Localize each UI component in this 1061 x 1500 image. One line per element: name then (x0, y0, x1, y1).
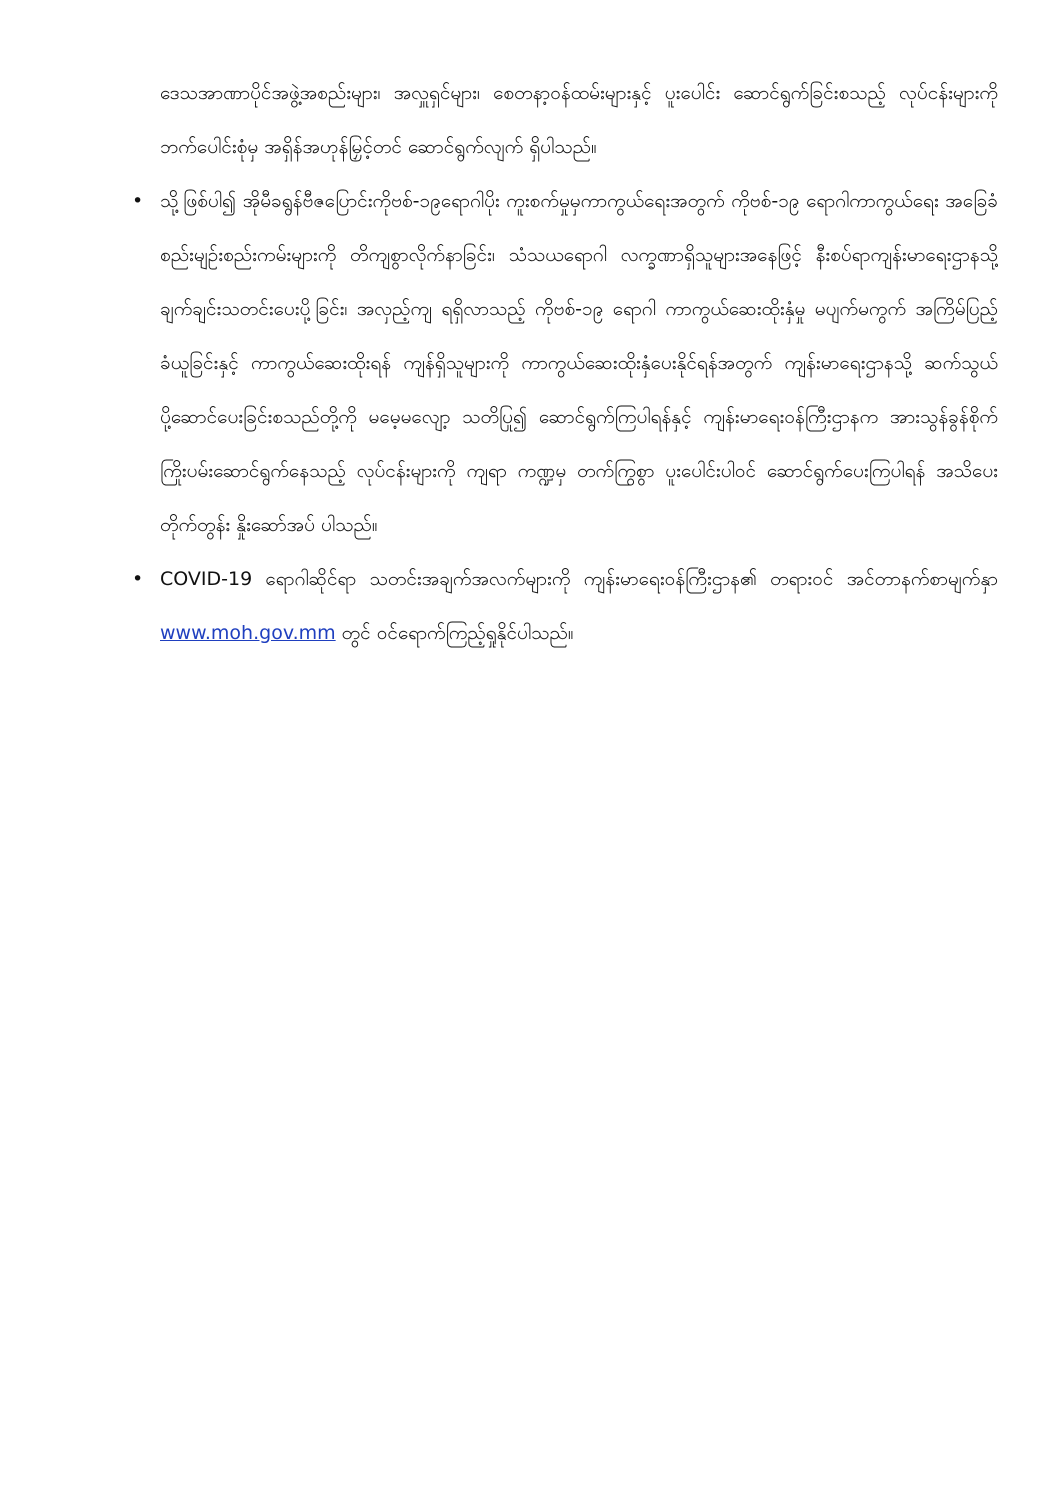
bullet-item-1 (118, 174, 998, 552)
bullet-dot-icon: • (132, 568, 144, 590)
document-body (118, 66, 998, 660)
info-text-after: တွင် ဝင်ရောက်ကြည့်ရှုနိုင်ပါသည်။ (335, 622, 574, 644)
bullet-item-2 (118, 552, 998, 660)
bullet-dot-icon: • (132, 190, 144, 212)
intro-paragraph: ဒေသအာဏာပိုင်အဖွဲ့အစည်းများ၊ အလှူရှင်များ၊ စေတနာ့ဝန်ထမ်းများနှင့် ပူးပေါင်း ဆောင်ရွက်ခြင်းစသည့် လုပ်ငန်းများကို ဘက်ပေါင်းစုံမှ အရှိန်အဟုန်မြှင့်တင် ဆောင်ရွက်လျက် ရှိပါသည်။ (160, 82, 998, 158)
bullet-paragraph-info (118, 552, 998, 660)
bullet-paragraph-prevention: သို့ဖြစ်ပါ၍ အိုမီခရွန်ဗီဇပြောင်းကိုဗစ်-၁၉ရောဂါပိုး ကူးစက်မှုမှကာကွယ်ရေးအတွက် ကိုဗစ်-၁၉ ရောဂါကာကွယ်ရေး အခြေခံ စည်းမျဉ်းစည်းကမ်းများကို တိကျစွာလိုက်နာခြင်း၊ သံသယရောဂါ လက္ခဏာရှိသူများအနေဖြင့် နီးစပ်ရာကျန်းမာရေးဌာနသို့ ချက်ချင်းသတင်းပေးပို့ခြင်း၊ အလှည့်ကျ ရရှိလာသည့် ကိုဗစ်-၁၉ ရောဂါ ကာကွယ်ဆေးထိုးနှံမှု မပျက်မကွက် အကြိမ်ပြည့်ခံယူခြင်းနှင့် ကာကွယ်ဆေးထိုးရန် ကျန်ရှိသူများကို ကာကွယ်ဆေးထိုးနှံပေးနိုင်ရန်အတွက် ကျန်းမာရေးဌာနသို့ ဆက်သွယ် ပို့ဆောင်ပေးခြင်းစသည်တို့ကို မမေ့မလျော့ သတိပြု၍ ဆောင်ရွက်ကြပါရန်နှင့် ကျန်းမာရေးဝန်ကြီးဌာနက အားသွန်ခွန်စိုက် ကြိုးပမ်းဆောင်ရွက်နေသည့် လုပ်ငန်းများကို ကျရာ ကဏ္ဍမှ တက်ကြွစွာ ပူးပေါင်းပါဝင် ဆောင်ရွက်ပေးကြပါရန် အသိပေးတိုက်တွန်း နှိုးဆော်အပ် ပါသည်။ (160, 190, 998, 536)
moh-website-link[interactable]: www.moh.gov.mm (160, 622, 336, 644)
info-text-before: COVID-19 ရောဂါဆိုင်ရာ သတင်းအချက်အလက်များကို ကျန်းမာရေးဝန်ကြီးဌာန၏ တရားဝင် အင်တာနက်စာမျက်နှာ (160, 568, 998, 590)
